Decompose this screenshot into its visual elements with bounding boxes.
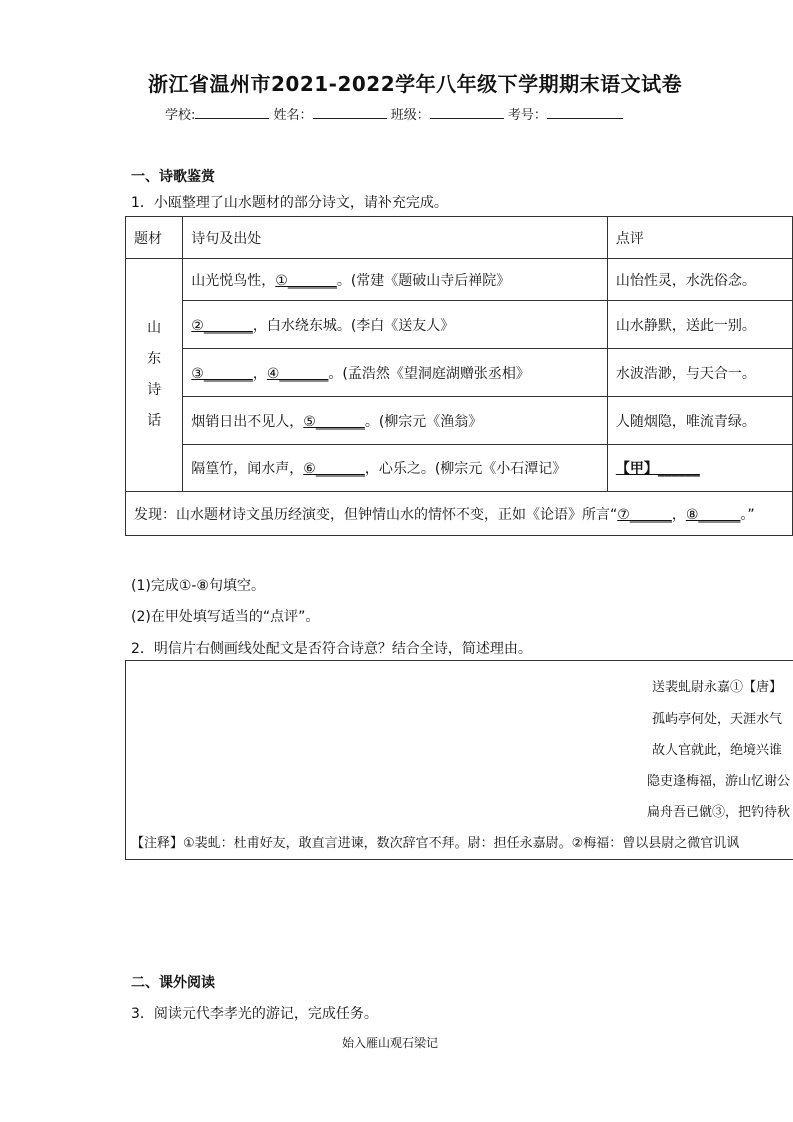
poem-line-cell: 隔篁竹，闻水声，⑥_______，心乐之。(柳宗元《小石潭记》 (183, 445, 608, 492)
table-header-row (126, 217, 793, 259)
name-blank[interactable] (313, 106, 387, 119)
header-lines: 诗句及出处 (183, 217, 608, 259)
student-info-line (165, 104, 623, 123)
postcard-note: 【注释】①裴虬：杜甫好友，敢直言进谏，数次辞官不拜。尉：担任永嘉尉。②梅福：曾以县尉之微官讥讽 (131, 836, 740, 851)
header-comment: 点评 (607, 217, 792, 259)
poetry-table (125, 216, 793, 536)
blank-5[interactable]: ⑤_______ (303, 413, 365, 430)
comment-cell: 水波浩渺，与天合一。 (607, 349, 792, 397)
poem-line: 扁舟吾已僦③，把钓待秋 (647, 805, 791, 820)
table-row (126, 259, 793, 301)
question-1: 1．小瓯整理了山水题材的部分诗文，请补充完成。 (131, 195, 448, 211)
blank-4[interactable]: ④_______ (266, 365, 329, 382)
comment-cell: 山怡性灵，水洗俗念。 (607, 259, 792, 301)
table-row (126, 301, 793, 349)
class-label: 班级： (390, 108, 430, 123)
poem-line: 孤屿亭何处，天涯水气 (652, 712, 783, 727)
poem-title-line: 送裴虬尉永嘉①【唐】 (652, 680, 783, 695)
theme-char: 话 (147, 413, 162, 429)
question-3: 3．阅读元代李孝光的游记，完成任务。 (131, 1006, 378, 1022)
question-2: 2．明信片右侧画线处配文是否符合诗意？结合全诗，简述理由。 (131, 641, 532, 657)
poem-line: 隐吏逢梅福，游山忆谢公 (647, 774, 791, 789)
blank-8[interactable]: ⑧______ (685, 506, 741, 523)
theme-char: 诗 (147, 382, 162, 398)
class-blank[interactable] (430, 106, 504, 119)
blank-6[interactable]: ⑥_______ (303, 461, 365, 477)
poem-line-cell: 山光悦鸟性，①_______。(常建《题破山寺后禅院》 (183, 259, 608, 301)
table-row (126, 349, 793, 397)
poem-line: 故人官就此，绝境兴谁 (652, 743, 783, 758)
poem-line-cell: ②_______，白水绕东城。(李白《送友人》 (183, 301, 608, 349)
theme-char: 山 (147, 320, 162, 336)
theme-cell (126, 259, 183, 492)
finding-cell: 发现：山水题材诗文虽历经演变，但钟情山水的情怀不变，正如《论语》所言“⑦______，⑧______。” (126, 492, 793, 536)
header-theme: 题材 (126, 217, 183, 259)
blank-2[interactable]: ②_______ (191, 317, 253, 334)
exam-no-blank[interactable] (547, 106, 623, 119)
theme-char: 东 (147, 351, 162, 367)
blank-7[interactable]: ⑦______ (617, 506, 672, 523)
poem-line-cell: ③_______，④_______。(孟浩然《望洞庭湖赠张丞相》 (183, 349, 608, 397)
school-blank[interactable] (195, 106, 269, 119)
finding-row (126, 492, 793, 536)
exam-no-label: 考号： (507, 108, 547, 123)
essay-title: 始入雁山观石梁记 (342, 1036, 439, 1050)
section1-heading: 一、诗歌鉴赏 (131, 169, 215, 185)
table-row (126, 445, 793, 492)
blank-3[interactable]: ③_______ (191, 365, 253, 382)
blank-1[interactable]: ①_______ (275, 272, 337, 289)
sub-question-1: (1)完成①-⑧句填空。 (131, 578, 265, 594)
comment-cell: 人随烟隐，唯流青绿。 (607, 397, 792, 445)
comment-cell-jia[interactable]: 【甲】______ (607, 445, 792, 492)
table-row (126, 397, 793, 445)
poem-line-cell: 烟销日出不见人，⑤_______。(柳宗元《渔翁》 (183, 397, 608, 445)
page-title: 浙江省温州市2021-2022学年八年级下学期期末语文试卷 (148, 72, 683, 96)
name-label: 姓名： (273, 108, 313, 123)
section2-heading: 二、课外阅读 (131, 975, 215, 991)
sub-question-2: (2)在甲处填写适当的“点评”。 (131, 609, 320, 625)
comment-cell: 山水静默，送此一别。 (607, 301, 792, 349)
school-label: 学校: (165, 108, 196, 123)
